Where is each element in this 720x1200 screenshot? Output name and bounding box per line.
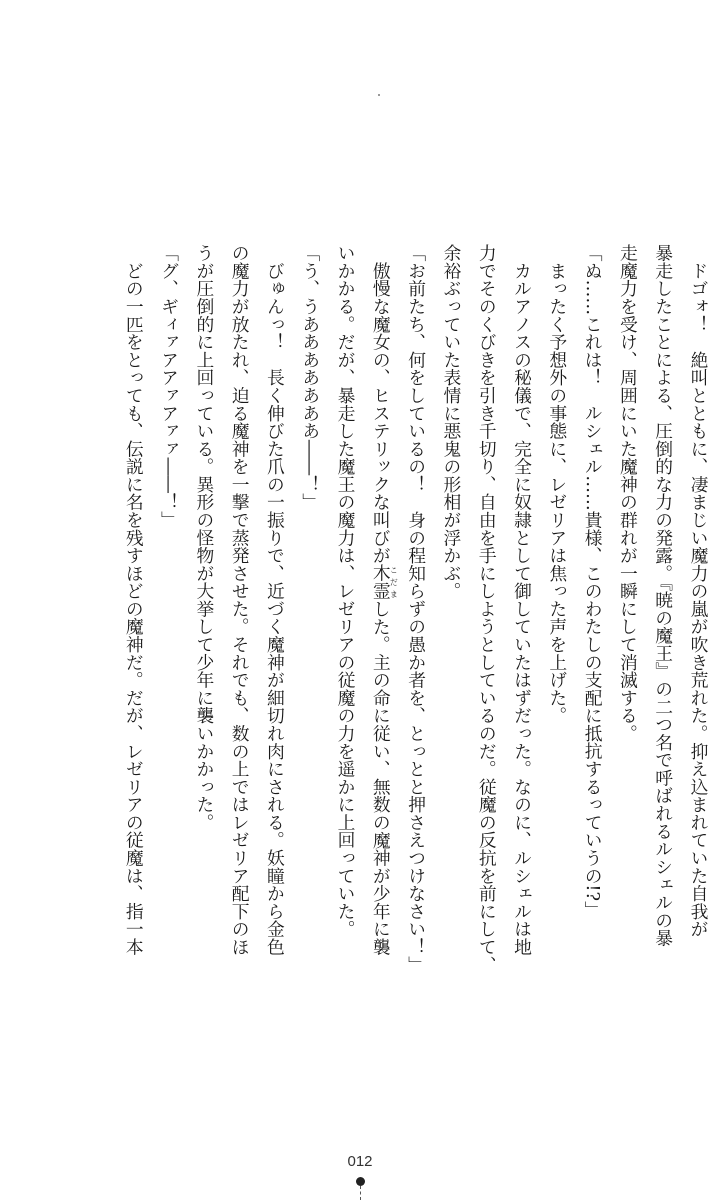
text-line: 余裕ぶっていた表情に悪鬼の形相が浮かぶ。 [440,244,462,600]
text-line: どの一匹をとっても、伝説に名を残すほどの魔神だ。だが、レゼリアの従魔は、指一本 [123,244,145,956]
page-marker-line [360,1186,362,1200]
text-segment: した。主の命に従い、無数の魔神が少年に襲 [370,599,392,956]
text-line: うが圧倒的に上回っている。異形の怪物が大挙して少年に襲いかかった。 [193,244,215,832]
text-segment: 傲慢な魔女の、ヒステリックな叫びが [370,244,392,565]
text-line-with-ruby [363,244,398,960]
scan-speck [378,94,380,96]
text-line: 暴走したことによる、圧倒的な力の発露。『暁の魔王』の二つ名で呼ばれるルシェルの暴 [652,244,674,947]
page-marker-dot-icon [356,1177,365,1186]
text-line: 「ぬ……これは！ ルシェル……貴様、このわたしの支配に抵抗するっていうの!?」 [582,244,604,919]
ruby-annotation [370,564,399,600]
ruby-base: 木霊 [370,564,392,600]
body-text [116,244,716,974]
text-line: 力でそのくびきを引き千切り、自由を手にしようとしているのだ。従魔の反抗を前にして、 [476,244,498,974]
text-line: 「グ、ギィァアアァアァァ――！」 [158,244,180,529]
text-line: びゅんっ！ 長く伸びた爪の一振りで、近づく魔神が細切れ肉にされる。妖瞳から金色 [264,244,286,956]
text-line: まったく予想外の事態に、レゼリアは焦った声を上げた。 [546,244,568,725]
text-line: カルアノスの秘儀で、完全に奴隷として御していたはずだった。なのに、ルシェルは地 [511,244,533,956]
text-line: ドゴォ！ 絶叫とともに、凄まじい魔力の嵐が吹き荒れた。抑え込まれていた自我が [688,244,709,938]
text-line: いかかる。だが、暴走した魔王の魔力は、レゼリアの従魔の力を遥かに上回っていた。 [335,244,357,938]
text-line: 走魔力を受け、周囲にいた魔神の群れが一瞬にして消滅する。 [617,244,639,743]
page-number: 012 [347,1153,373,1170]
text-line: 「う、うあああああああ――！」 [299,244,321,511]
text-line: 「お前たち、何をしているの！ 身の程知らずの愚か者を、とっとと押さえつけなさい！」 [405,244,427,974]
text-line: の魔力が放たれ、迫る魔神を一撃で蒸発させた。それでも、数の上ではレゼリア配下のほ [229,244,251,956]
ruby-reading: こだま [389,564,399,600]
